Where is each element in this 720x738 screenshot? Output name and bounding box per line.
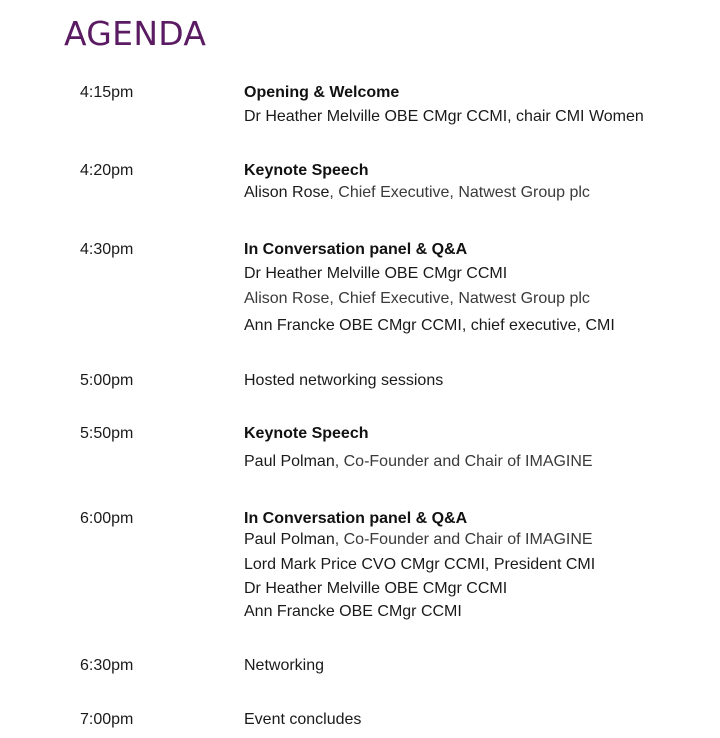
agenda-time: 5:50pm — [80, 425, 134, 442]
speaker-name: Dr Heather Melville OBE CMgr CCMI — [244, 265, 508, 282]
speaker-name: Alison Rose — [244, 184, 330, 201]
agenda-time: 6:00pm — [80, 510, 134, 527]
speaker-line — [244, 603, 462, 621]
activity-label: Networking — [244, 657, 325, 674]
speaker-name: Lord Mark Price CVO CMgr CCMI — [244, 556, 485, 573]
speaker-name: Dr Heather Melville OBE CMgr CCMI — [244, 580, 508, 597]
activity-label: Event concludes — [244, 711, 362, 728]
agenda-activity — [244, 372, 443, 390]
page-title: AGENDA — [64, 14, 207, 53]
speaker-name: Paul Polman — [244, 453, 335, 470]
speaker-name: Dr Heather Melville OBE CMgr CCMI — [244, 108, 508, 125]
speaker-line — [244, 108, 644, 126]
speaker-line — [244, 290, 590, 308]
speaker-role: , Co-Founder and Chair of IMAGINE — [334, 453, 593, 470]
agenda-heading: Keynote Speech — [244, 425, 369, 442]
speaker-name: Ann Francke OBE CMgr CCMI — [244, 603, 462, 620]
agenda-time: 4:15pm — [80, 84, 134, 101]
speaker-name: Alison Rose — [244, 290, 330, 307]
agenda-heading: In Conversation panel & Q&A — [244, 241, 468, 258]
speaker-line — [244, 184, 590, 202]
speaker-line — [244, 453, 593, 471]
speaker-line — [244, 265, 507, 283]
speaker-line — [244, 531, 593, 549]
agenda-activity — [244, 711, 361, 729]
agenda-time: 6:30pm — [80, 657, 134, 674]
agenda-time: 4:20pm — [80, 162, 134, 179]
speaker-role: , President CMI — [484, 556, 596, 573]
activity-label: Hosted networking sessions — [244, 372, 444, 389]
agenda-time: 5:00pm — [80, 372, 134, 389]
speaker-role: , Co-Founder and Chair of IMAGINE — [334, 531, 593, 548]
speaker-role: , chair CMI Women — [507, 108, 644, 125]
agenda-time: 4:30pm — [80, 241, 134, 258]
speaker-line — [244, 580, 507, 598]
speaker-role: , chief executive, CMI — [461, 317, 615, 334]
speaker-role: , Chief Executive, Natwest Group plc — [329, 184, 590, 201]
agenda-time: 7:00pm — [80, 711, 134, 728]
agenda-heading: In Conversation panel & Q&A — [244, 510, 468, 527]
agenda-heading: Opening & Welcome — [244, 84, 400, 101]
speaker-line — [244, 317, 615, 335]
speaker-role: , Chief Executive, Natwest Group plc — [329, 290, 590, 307]
agenda-heading: Keynote Speech — [244, 162, 369, 179]
agenda-activity — [244, 657, 324, 675]
speaker-name: Paul Polman — [244, 531, 335, 548]
speaker-line — [244, 556, 595, 574]
speaker-name: Ann Francke OBE CMgr CCMI — [244, 317, 462, 334]
